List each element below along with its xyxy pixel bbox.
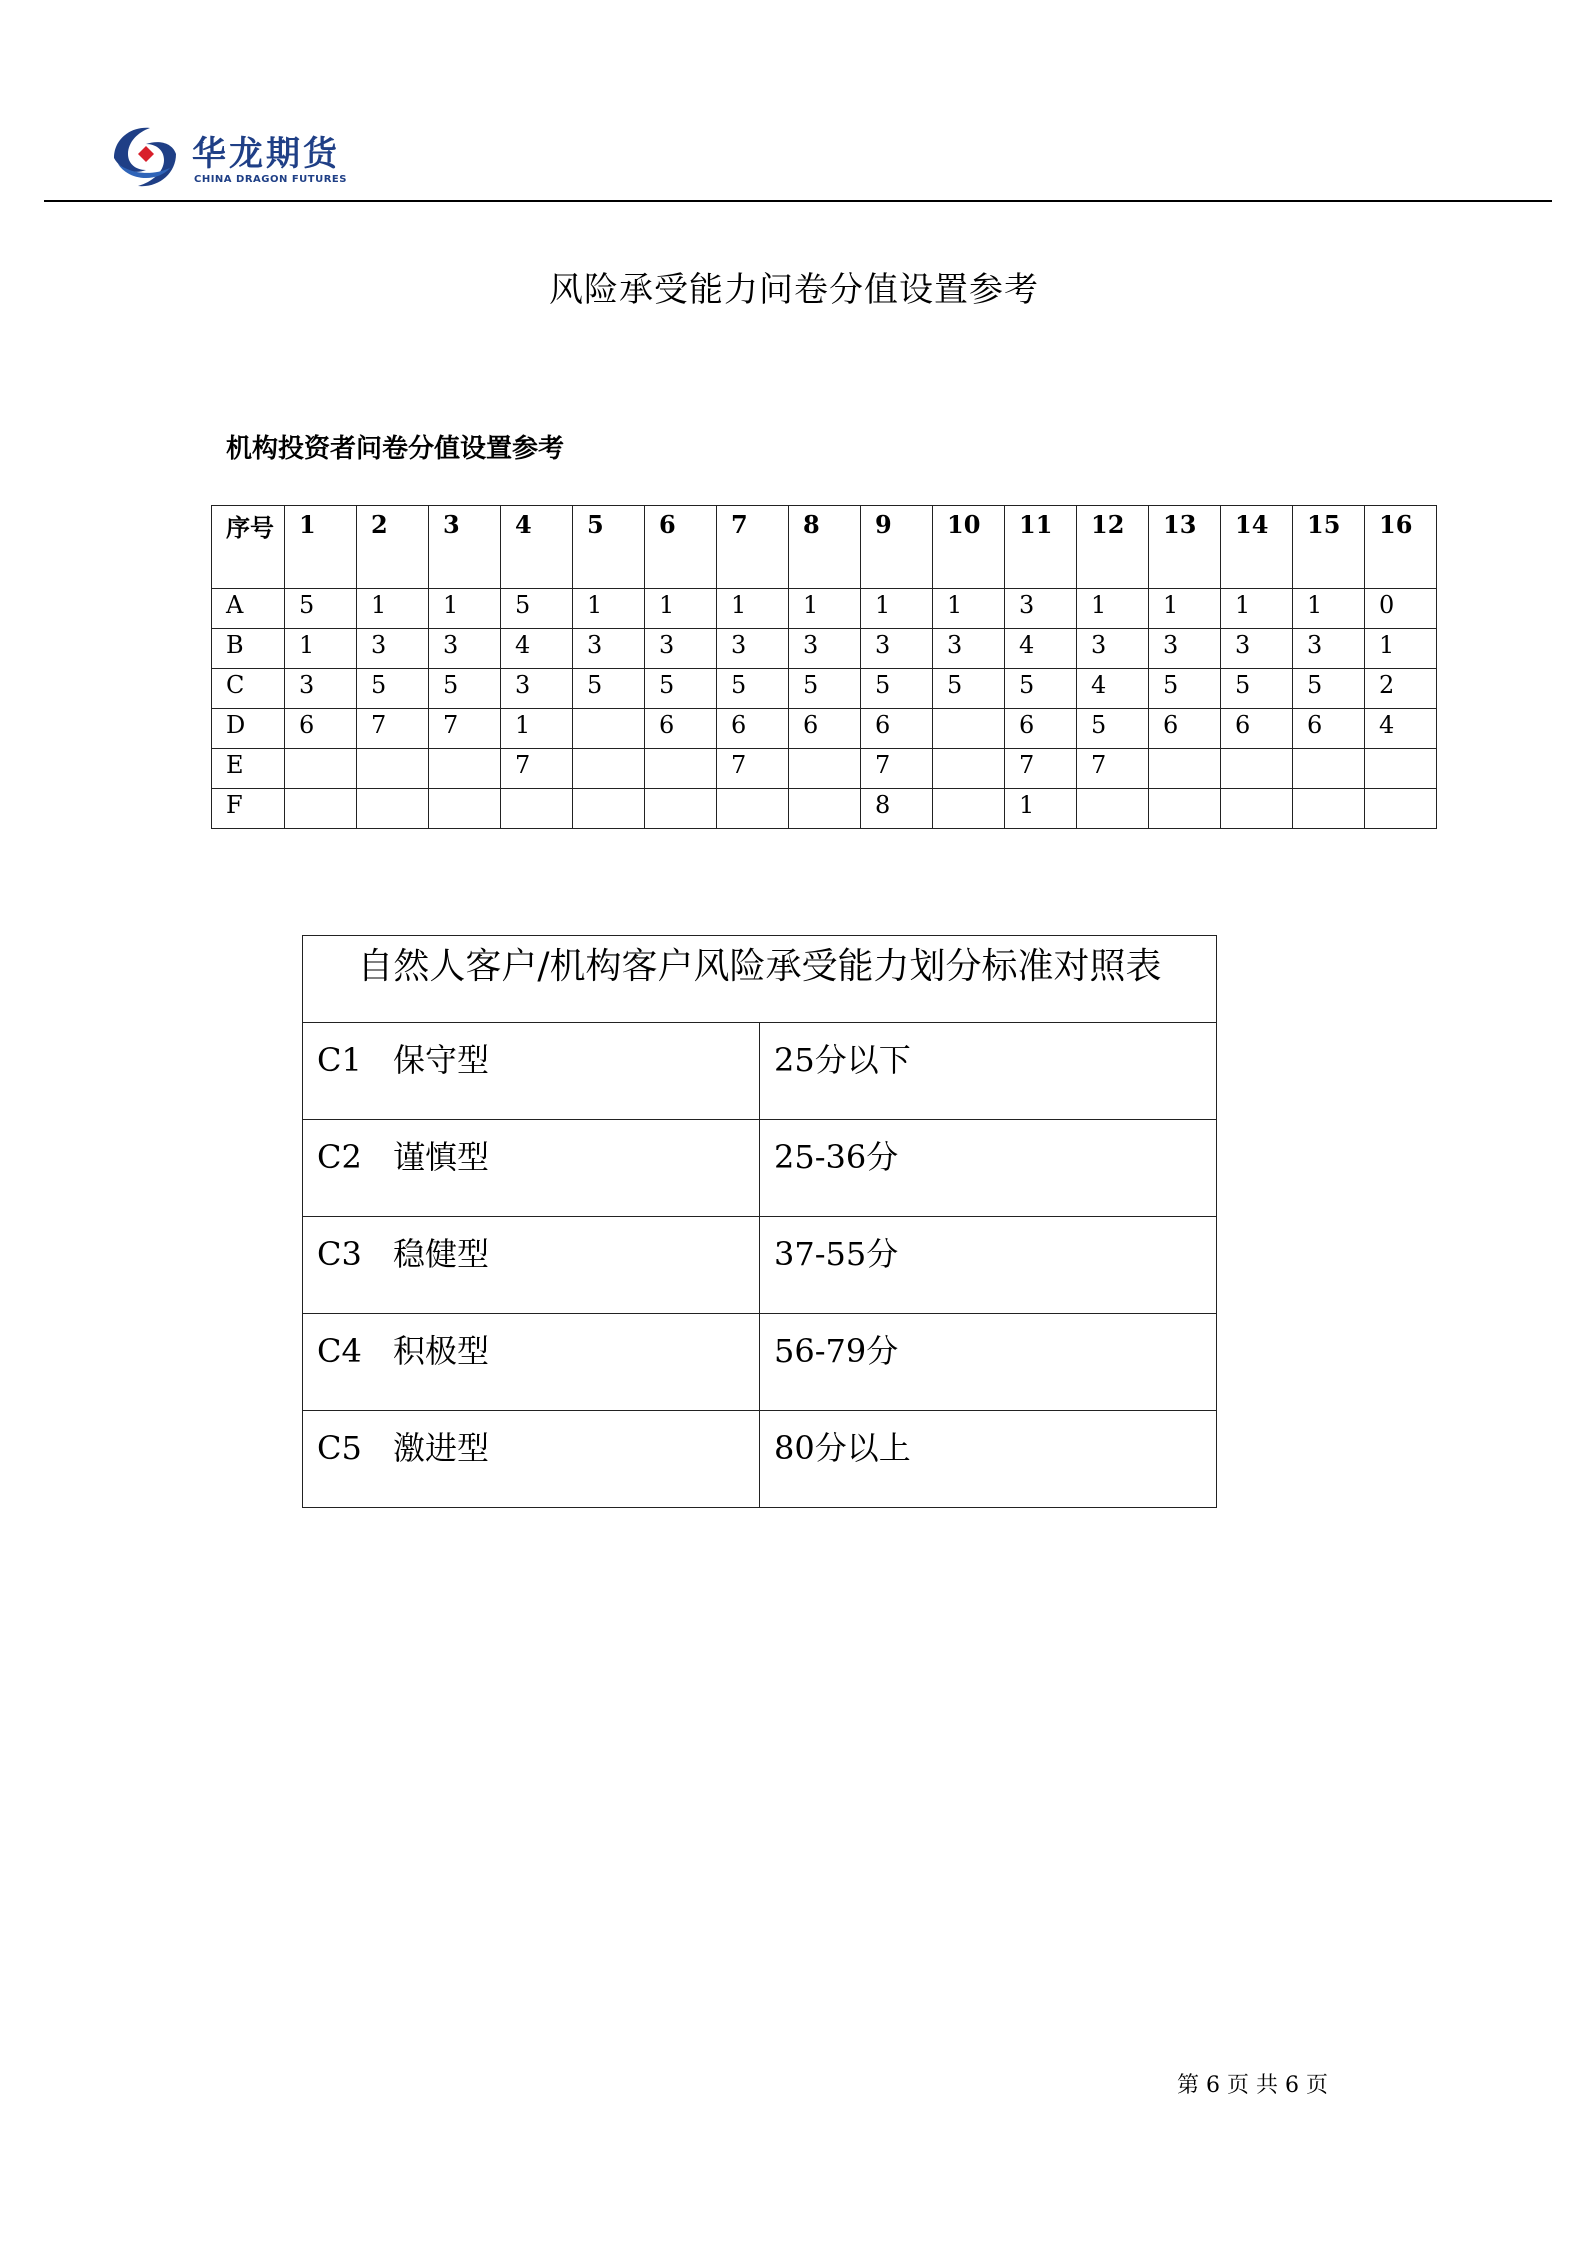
score-cell: 5 (861, 669, 933, 709)
score-cell: 3 (861, 629, 933, 669)
logo-chinese-text: 华龙期货 (192, 134, 340, 174)
section-title: 机构投资者问卷分值设置参考 (226, 434, 565, 464)
score-cell: 3 (789, 629, 861, 669)
score-table-header-row (212, 506, 1437, 589)
score-cell: 5 (1149, 669, 1221, 709)
risk-level-cell (303, 1217, 760, 1314)
score-cell: 5 (573, 669, 645, 709)
option-label: E (212, 749, 285, 789)
score-cell: 1 (429, 589, 501, 629)
question-column-header: 14 (1221, 506, 1293, 589)
score-cell: 6 (645, 709, 717, 749)
score-cell (789, 749, 861, 789)
score-cell: 5 (1221, 669, 1293, 709)
score-cell (429, 789, 501, 829)
question-column-header: 1 (285, 506, 357, 589)
dragon-wave-logo-icon (108, 124, 182, 190)
score-cell (1077, 789, 1149, 829)
score-cell (573, 709, 645, 749)
risk-table-title-row (303, 936, 1217, 1023)
score-cell (789, 789, 861, 829)
score-row (212, 589, 1437, 629)
option-label: B (212, 629, 285, 669)
score-cell: 2 (1365, 669, 1437, 709)
score-cell: 3 (1077, 629, 1149, 669)
score-cell: 7 (429, 709, 501, 749)
score-cell (501, 789, 573, 829)
score-cell: 3 (1293, 629, 1365, 669)
score-cell: 1 (357, 589, 429, 629)
score-cell: 1 (1293, 589, 1365, 629)
score-cell (285, 789, 357, 829)
score-cell: 5 (429, 669, 501, 709)
score-cell: 7 (1005, 749, 1077, 789)
score-cell: 5 (285, 589, 357, 629)
risk-level-row (303, 1411, 1217, 1508)
question-column-header: 11 (1005, 506, 1077, 589)
score-cell: 0 (1365, 589, 1437, 629)
risk-table-title: 自然人客户/机构客户风险承受能力划分标准对照表 (303, 936, 1217, 1023)
score-cell (645, 749, 717, 789)
score-cell: 7 (861, 749, 933, 789)
score-cell: 1 (285, 629, 357, 669)
score-cell (573, 789, 645, 829)
score-cell: 3 (933, 629, 1005, 669)
question-column-header: 8 (789, 506, 861, 589)
risk-level-cell (303, 1023, 760, 1120)
score-cell: 7 (1077, 749, 1149, 789)
score-cell: 4 (501, 629, 573, 669)
score-cell (1365, 749, 1437, 789)
question-column-header: 6 (645, 506, 717, 589)
score-cell (1149, 749, 1221, 789)
risk-level-name: 积极型 (393, 1332, 490, 1370)
score-cell: 5 (1293, 669, 1365, 709)
score-range-cell: 25-36分 (760, 1120, 1217, 1217)
risk-standard-table (302, 935, 1217, 1508)
score-row (212, 749, 1437, 789)
score-cell (357, 749, 429, 789)
question-column-header: 12 (1077, 506, 1149, 589)
score-cell: 1 (573, 589, 645, 629)
score-cell (1221, 789, 1293, 829)
score-cell (1293, 789, 1365, 829)
score-row (212, 629, 1437, 669)
index-column-header: 序号 (212, 506, 285, 589)
score-cell: 1 (933, 589, 1005, 629)
score-cell: 7 (717, 749, 789, 789)
risk-level-row (303, 1314, 1217, 1411)
risk-level-code: C4 (317, 1332, 362, 1370)
risk-level-cell (303, 1411, 760, 1508)
company-logo (108, 118, 358, 198)
question-column-header: 2 (357, 506, 429, 589)
score-cell: 3 (573, 629, 645, 669)
risk-level-code: C5 (317, 1429, 362, 1467)
score-cell: 1 (501, 709, 573, 749)
score-cell: 3 (357, 629, 429, 669)
page-title: 风险承受能力问卷分值设置参考 (549, 270, 1039, 310)
score-cell: 3 (717, 629, 789, 669)
score-cell: 8 (861, 789, 933, 829)
score-row (212, 709, 1437, 749)
question-column-header: 9 (861, 506, 933, 589)
score-cell (1221, 749, 1293, 789)
risk-level-cell (303, 1314, 760, 1411)
score-table-body (212, 589, 1437, 829)
score-cell: 1 (1221, 589, 1293, 629)
score-cell (357, 789, 429, 829)
question-column-header: 3 (429, 506, 501, 589)
risk-level-code: C2 (317, 1138, 362, 1176)
score-cell: 3 (645, 629, 717, 669)
risk-level-cell (303, 1120, 760, 1217)
risk-level-row (303, 1023, 1217, 1120)
risk-level-name: 激进型 (393, 1429, 490, 1467)
option-label: C (212, 669, 285, 709)
score-cell: 5 (717, 669, 789, 709)
score-cell: 5 (357, 669, 429, 709)
score-cell (1149, 789, 1221, 829)
score-cell: 6 (1221, 709, 1293, 749)
score-cell: 7 (357, 709, 429, 749)
score-table (211, 505, 1437, 829)
score-cell (573, 749, 645, 789)
question-column-header: 4 (501, 506, 573, 589)
question-column-header: 10 (933, 506, 1005, 589)
question-column-header: 15 (1293, 506, 1365, 589)
risk-level-name: 谨慎型 (393, 1138, 490, 1176)
score-cell: 6 (285, 709, 357, 749)
score-row (212, 669, 1437, 709)
score-cell (1365, 789, 1437, 829)
score-cell: 5 (933, 669, 1005, 709)
score-cell: 6 (861, 709, 933, 749)
page-number: 第 6 页 共 6 页 (1177, 2073, 1328, 2098)
score-cell (429, 749, 501, 789)
score-range-cell: 80分以上 (760, 1411, 1217, 1508)
score-range-cell: 37-55分 (760, 1217, 1217, 1314)
score-cell: 1 (861, 589, 933, 629)
score-row (212, 789, 1437, 829)
score-cell: 3 (1005, 589, 1077, 629)
option-label: D (212, 709, 285, 749)
score-cell: 3 (429, 629, 501, 669)
header-divider (44, 200, 1552, 202)
score-cell: 1 (645, 589, 717, 629)
risk-level-code: C1 (317, 1041, 362, 1079)
score-cell: 4 (1077, 669, 1149, 709)
score-cell: 5 (501, 589, 573, 629)
question-column-header: 16 (1365, 506, 1437, 589)
score-cell: 6 (1293, 709, 1365, 749)
score-cell: 5 (645, 669, 717, 709)
score-cell: 7 (501, 749, 573, 789)
score-cell: 6 (717, 709, 789, 749)
score-cell: 6 (789, 709, 861, 749)
score-cell: 1 (1005, 789, 1077, 829)
score-cell (285, 749, 357, 789)
score-cell: 6 (1005, 709, 1077, 749)
score-cell: 6 (1149, 709, 1221, 749)
score-cell: 5 (1005, 669, 1077, 709)
score-cell (933, 749, 1005, 789)
option-label: A (212, 589, 285, 629)
score-cell: 1 (1077, 589, 1149, 629)
score-cell: 4 (1365, 709, 1437, 749)
score-cell: 1 (717, 589, 789, 629)
logo-english-text: CHINA DRAGON FUTURES (194, 174, 347, 185)
score-cell (933, 709, 1005, 749)
score-cell: 1 (1365, 629, 1437, 669)
score-range-cell: 25分以下 (760, 1023, 1217, 1120)
score-cell: 4 (1005, 629, 1077, 669)
option-label: F (212, 789, 285, 829)
question-column-header: 13 (1149, 506, 1221, 589)
score-range-cell: 56-79分 (760, 1314, 1217, 1411)
score-cell: 3 (1149, 629, 1221, 669)
risk-level-name: 稳健型 (393, 1235, 490, 1273)
score-cell (933, 789, 1005, 829)
score-cell: 3 (285, 669, 357, 709)
score-cell: 5 (789, 669, 861, 709)
score-cell: 3 (501, 669, 573, 709)
score-cell: 5 (1077, 709, 1149, 749)
score-cell (717, 789, 789, 829)
score-cell: 3 (1221, 629, 1293, 669)
question-column-header: 7 (717, 506, 789, 589)
score-cell: 1 (789, 589, 861, 629)
score-cell (645, 789, 717, 829)
score-cell: 1 (1149, 589, 1221, 629)
score-cell (1293, 749, 1365, 789)
risk-level-name: 保守型 (393, 1041, 490, 1079)
risk-level-row (303, 1217, 1217, 1314)
question-column-header: 5 (573, 506, 645, 589)
risk-level-row (303, 1120, 1217, 1217)
risk-level-code: C3 (317, 1235, 362, 1273)
